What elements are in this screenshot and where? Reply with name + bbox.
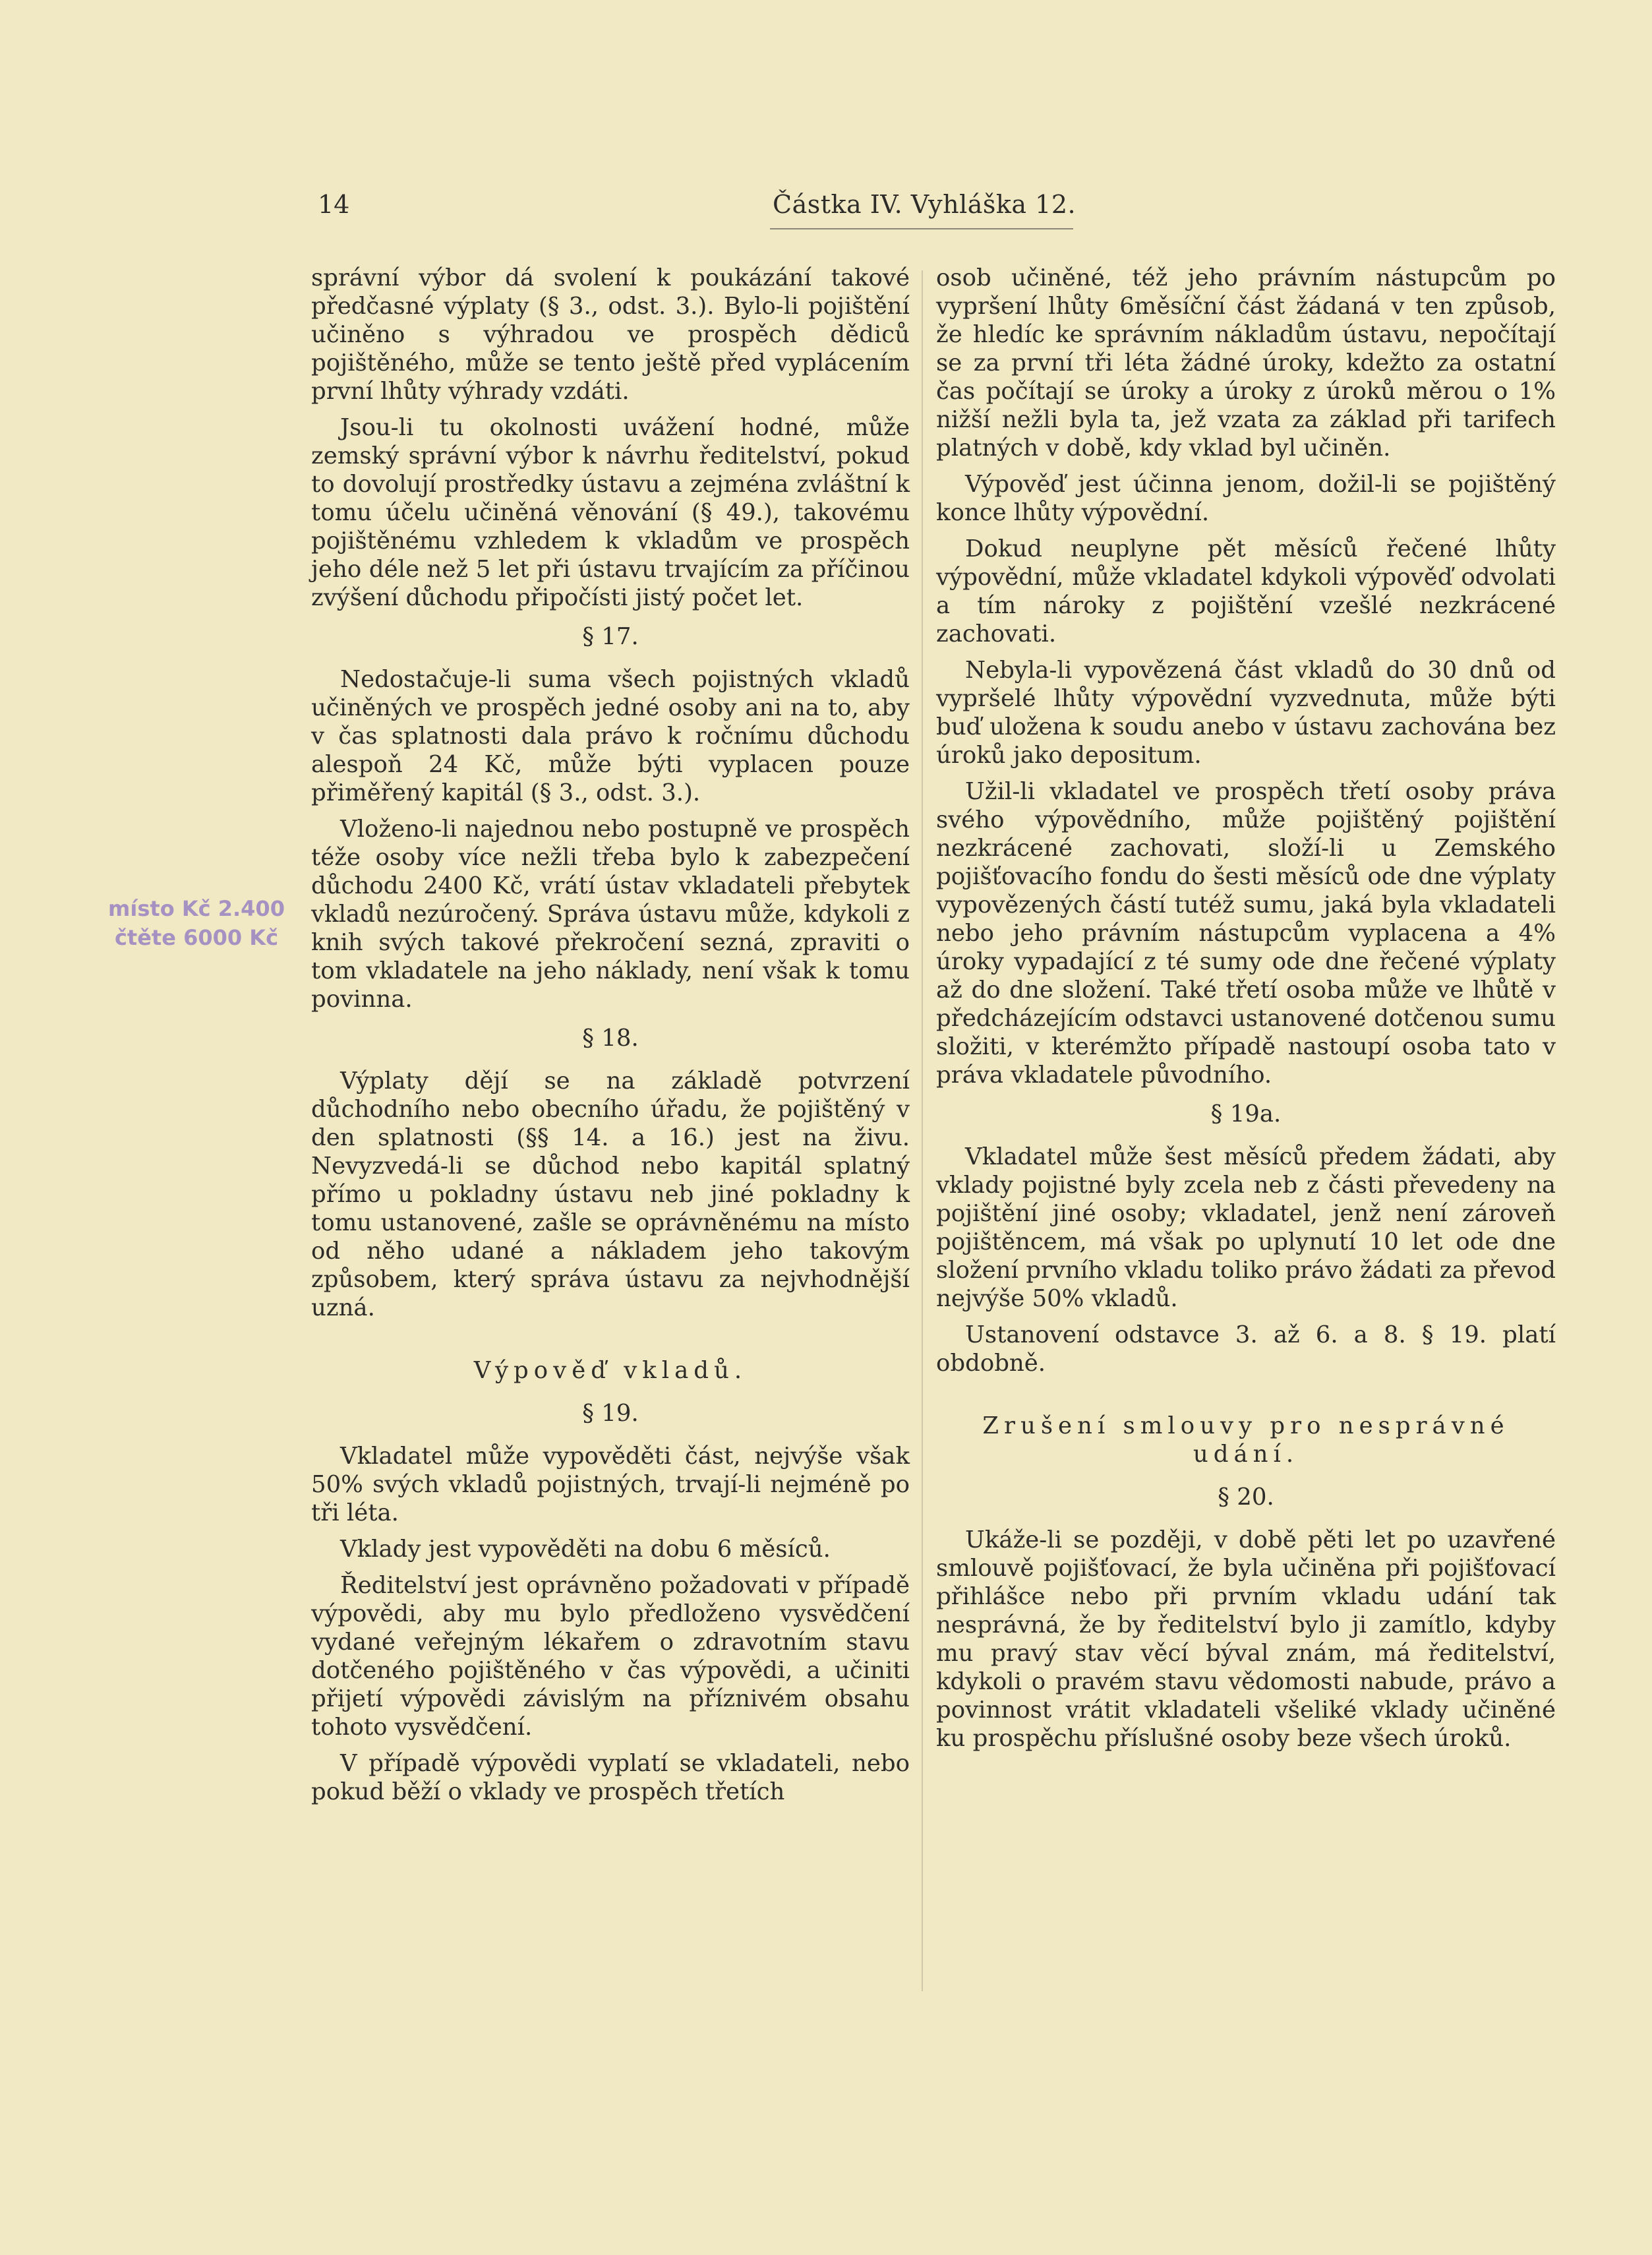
- paragraph: Ustanovení odstavce 3. až 6. a 8. § 19. platí obdobně.: [936, 1321, 1556, 1377]
- paragraph: Vkladatel může vypověděti část, nejvýše však 50% svých vkladů pojistných, trvají-li nejméně po tři léta.: [311, 1443, 910, 1526]
- paragraph: Vkladatel může šest měsíců předem žádati, aby vklady pojistné byly zcela neb z části převedeny na pojištění jiné osoby; vkladatel, jenž není zároveň pojištěncem, má však po uplynutí 10 let ode dne složení prvního vkladu toliko právo žádati za převod nejvýše 50% vkladů.: [936, 1143, 1556, 1312]
- section-18-heading: § 18.: [582, 1025, 639, 1052]
- paragraph: Nebyla-li vypovězená část vkladů do 30 dnů od vypršelé lhůty výpovědní vyzvednuta, může býti buď uložena k soudu anebo v ústavu zachována bez úroků jako depositum.: [936, 657, 1556, 769]
- stamp-line-1: místo Kč 2.400: [108, 896, 285, 921]
- paragraph: V případě výpovědi vyplatí se vkladateli, nebo pokud běží o vklady ve prospěch třetích: [311, 1750, 910, 1805]
- chapter-heading-vypoved: Výpověď vkladů.: [473, 1357, 748, 1384]
- header-rule: [770, 228, 1073, 229]
- paragraph: Nedostačuje-li suma všech pojistných vkladů učiněných ve prospěch jedné osoby ani na to, aby v čas splatnosti dala právo k ročnímu důchodu alespoň 24 Kč, může býti vyplacen pouze přiměřený kapitál (§ 3., odst. 3.).: [311, 666, 910, 806]
- chapter-heading-zruseni: Zrušení smlouvy pro nesprávné udání.: [982, 1412, 1510, 1468]
- paragraph: Výplaty dějí se na základě potvrzení důchodního nebo obecního úřadu, že pojištěný v den splatnosti (§§ 14. a 16.) jest na živu. Nevyzvedá-li se důchod nebo kapitál splatný přímo u pokladny ústavu neb jiné pokladny k tomu ustanovené, zašle se oprávněnému na místo od něho udané a nákladem jeho takovým způsobem, který správa ústavu za nejvhodnější uzná.: [311, 1067, 910, 1321]
- paragraph: Ředitelství jest oprávněno požadovati v případě výpovědi, aby mu bylo předloženo vysvědčení vydané veřejným lékařem o zdravotním stavu dotčeného pojištěného v čas výpovědi, a učiniti přijetí výpovědi závislým na příznivém obsahu tohoto vysvědčení.: [311, 1572, 910, 1741]
- stamp-line-2: čtěte 6000 Kč: [114, 925, 279, 950]
- paragraph: Výpověď jest účinna jenom, dožil-li se pojištěný konce lhůty výpovědní.: [936, 471, 1556, 526]
- paragraph: Jsou-li tu okolnosti uvážení hodné, může zemský správní výbor k návrhu ředitelství, pokud to dovolují prostředky ústavu a zejména zvláštní k tomu účelu učiněná věnování (§ 49.), takovému pojištěnému vzhledem k vkladům ve prospěch jeho déle než 5 let při ústavu trvajícím za příčinou zvýšení důchodu připočísti jistý počet let.: [311, 414, 910, 611]
- right-column: [936, 264, 1556, 1760]
- paragraph: správní výbor dá svolení k poukázání takové předčasné výplaty (§ 3., odst. 3.). Bylo-li pojištění učiněno s výhradou ve prospěch dědiců pojištěného, může se tento ještě před vyplácením první lhůty výhrady vzdáti.: [311, 264, 910, 405]
- correction-stamp: [91, 894, 302, 952]
- left-column: [311, 264, 910, 1814]
- section-19a-heading: § 19a.: [1210, 1100, 1282, 1128]
- paragraph: Vklady jest vypověděti na dobu 6 měsíců.: [340, 1536, 831, 1563]
- paragraph: Užil-li vkladatel ve prospěch třetí osoby práva svého výpovědního, může pojištěný pojištění nezkrácené zachovati, složí-li u Zemského pojišťovacího fondu do šesti měsíců ode dne výplaty vypovězených částí tutéž sumu, jaká byla vkladateli nebo jeho právním nástupcům vyplacena a 4% úroky vypadající z té sumy ode dne řečené výplaty až do dne složení. Také třetí osoba může ve lhůtě v předcházejícím odstavci ustanovené dotčenou sumu složiti, v kterémžto případě nastoupí osoba tato v práva vkladatele původního.: [936, 778, 1556, 1089]
- paragraph: Vloženo-li najednou nebo postupně ve prospěch téže osoby více nežli třeba bylo k zabezpečení důchodu 2400 Kč, vrátí ústav vkladateli přebytek vkladů nezúročený. Správa ústavu může, kdykoli z knih svých takové překročení sezná, zpraviti o tom vkladatele na jeho náklady, není však k tomu povinna.: [311, 816, 910, 1013]
- section-19-heading: § 19.: [582, 1400, 639, 1427]
- running-head: Částka IV. Vyhláška 12.: [773, 190, 1077, 219]
- column-divider: [922, 270, 923, 1991]
- section-20-heading: § 20.: [1218, 1484, 1274, 1511]
- paragraph: Ukáže-li se později, v době pěti let po uzavřené smlouvě pojišťovací, že byla učiněna při pojišťovací přihlášce nebo při prvním vkladu udání tak nesprávná, že by ředitelství bylo ji zamítlo, kdyby mu pravý stav věcí býval znám, má ředitelství, kdykoli o pravém stavu vědomosti nabude, právo a povinnost vrátit vkladateli všeliké vklady učiněné ku prospěchu příslušné osoby beze všech úroků.: [936, 1526, 1556, 1752]
- paragraph: osob učiněné, též jeho právním nástupcům po vypršení lhůty 6měsíční část žádaná v ten způsob, že hledíc ke správním nákladům ústavu, nepočítají se za první tři léta žádné úroky, kdežto za ostatní čas počítají se úroky a úroky z úroků měrou o 1% nižší nežli byla ta, jež vzata za základ při tarifech platných v době, kdy vklad byl učiněn.: [936, 264, 1556, 462]
- paragraph: Dokud neuplyne pět měsíců řečené lhůty výpovědní, může vkladatel kdykoli výpověď odvolati a tím nároky z pojištění vzešlé nezkrácené zachovati.: [936, 535, 1556, 647]
- section-17-heading: § 17.: [582, 623, 639, 650]
- page-number: 14: [318, 190, 350, 219]
